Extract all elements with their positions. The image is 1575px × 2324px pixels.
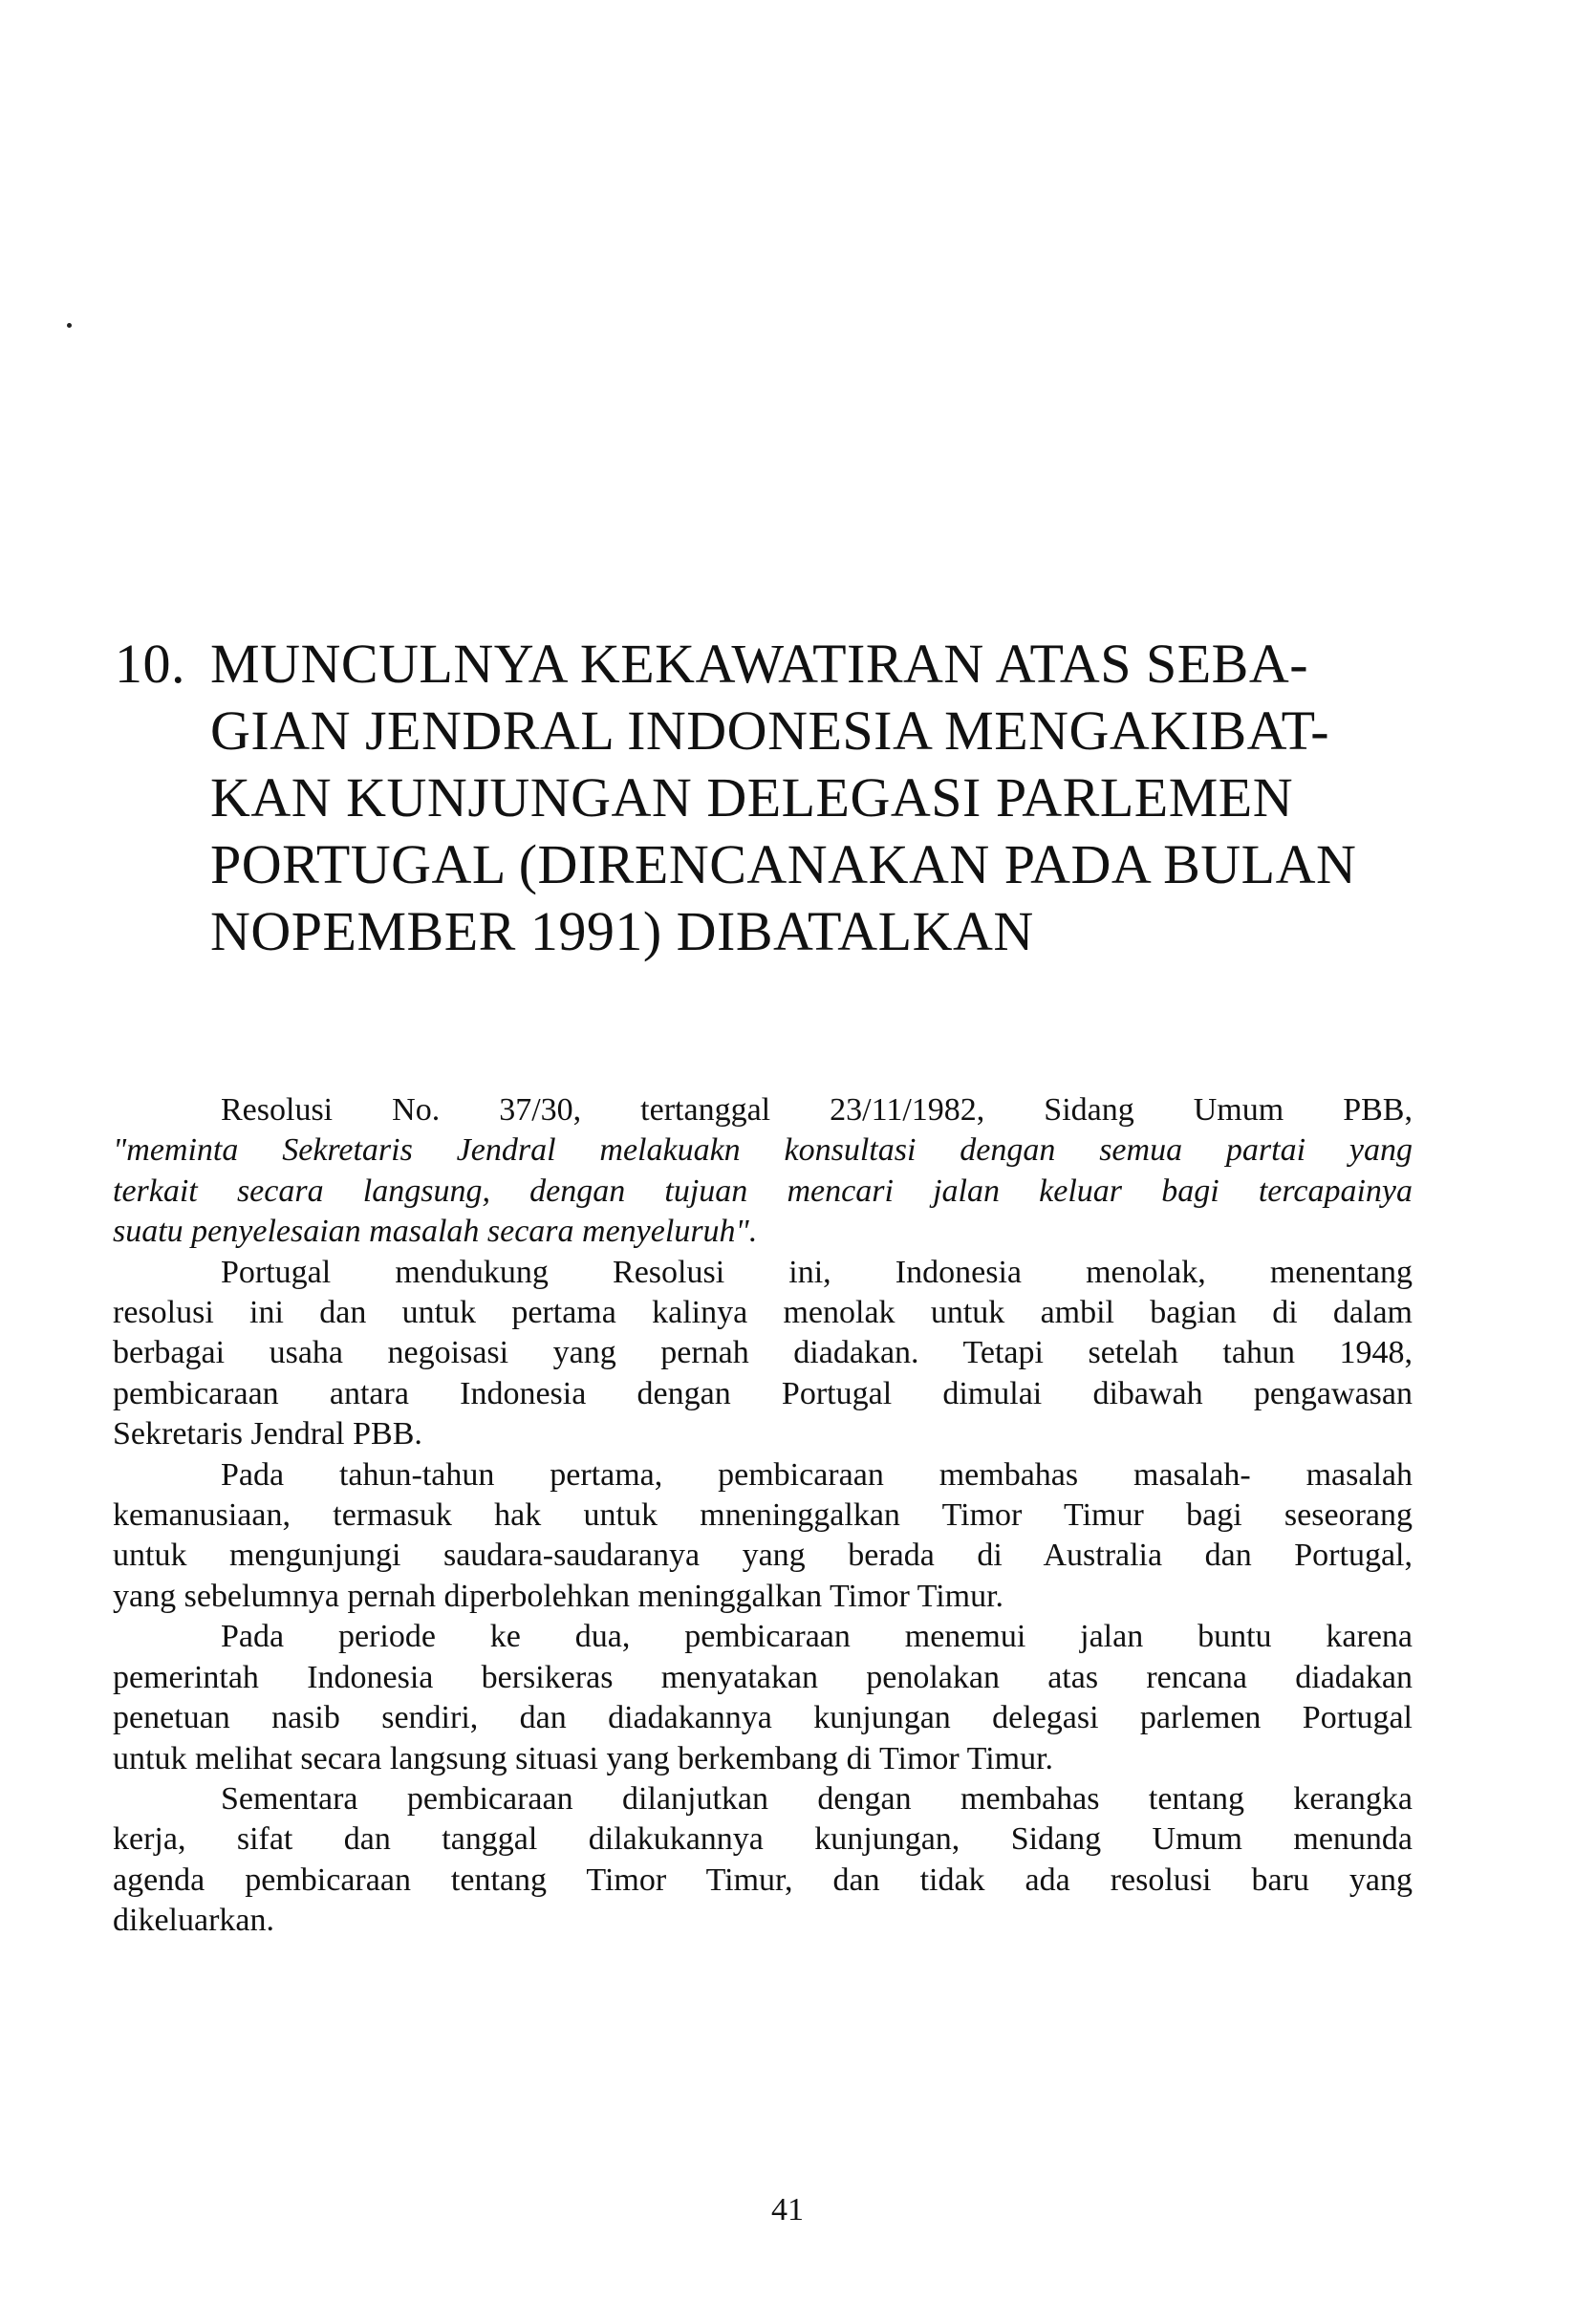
text-line: Portugal mendukung Resolusi ini, Indonesia menolak, menentang: [221, 1254, 1413, 1290]
chapter-heading: [115, 631, 1414, 965]
paragraph: [113, 1455, 1413, 1618]
text-line: agenda pembicaraan tentang Timor Timur, dan tidak ada resolusi baru yang: [113, 1861, 1413, 1898]
text-line: untuk melihat secara langsung situasi yang berkembang di Timor Timur.: [113, 1740, 1054, 1776]
text-line: terkait secara langsung, dengan tujuan mencari jalan keluar bagi tercapainya: [113, 1173, 1413, 1209]
chapter-number: 10.: [115, 633, 185, 695]
chapter-title: [210, 631, 1414, 965]
paragraph: [113, 1090, 1413, 1253]
chapter-title-line: NOPEMBER 1991) DIBATALKAN: [210, 900, 1034, 962]
paragraph: [113, 1253, 1413, 1455]
text-line: kerja, sifat dan tanggal dilakukannya kunjungan, Sidang Umum menunda: [113, 1821, 1413, 1858]
chapter-title-line: KAN KUNJUNGAN DELEGASI PARLEMEN: [210, 766, 1294, 828]
text-line: yang sebelumnya pernah diperbolehkan meninggalkan Timor Timur.: [113, 1578, 1004, 1614]
text-line: pemerintah Indonesia bersikeras menyatakan penolakan atas rencana diadakan: [113, 1659, 1413, 1695]
paragraph: [113, 1779, 1413, 1942]
chapter-title-line: MUNCULNYA KEKAWATIRAN ATAS SEBA-: [210, 633, 1309, 695]
text-line: Sekretaris Jendral PBB.: [113, 1416, 422, 1452]
chapter-title-line: GIAN JENDRAL INDONESIA MENGAKIBAT-: [210, 699, 1330, 762]
text-line: penetuan nasib sendiri, dan diadakannya kunjungan delegasi parlemen Portugal: [113, 1700, 1413, 1736]
text-line: Sementara pembicaraan dilanjutkan dengan membahas tentang kerangka: [221, 1780, 1413, 1817]
text-line: Pada periode ke dua, pembicaraan menemui jalan buntu karena: [221, 1619, 1413, 1655]
text-line: resolusi ini dan untuk pertama kalinya menolak untuk ambil bagian di dalam: [113, 1295, 1413, 1331]
text-line: pembicaraan antara Indonesia dengan Portugal dimulai dibawah pengawasan: [113, 1375, 1413, 1411]
text-line: kemanusiaan, termasuk hak untuk mneninggalkan Timor Timur bagi seseorang: [113, 1497, 1413, 1534]
text-line: untuk mengunjungi saudara-saudaranya yang berada di Australia dan Portugal,: [113, 1538, 1413, 1574]
text-line: suatu penyelesaian masalah secara menyeluruh".: [113, 1214, 758, 1250]
text-line: "meminta Sekretaris Jendral melakuakn konsultasi dengan semua partai yang: [113, 1132, 1413, 1169]
text-line: dikeluarkan.: [113, 1903, 274, 1939]
scan-speck: [67, 323, 72, 328]
body-text: [113, 1090, 1413, 1942]
text-line: Pada tahun-tahun pertama, pembicaraan membahas masalah- masalah: [221, 1456, 1413, 1493]
paragraph: [113, 1617, 1413, 1779]
chapter-title-line: PORTUGAL (DIRENCANAKAN PADA BULAN: [210, 833, 1357, 895]
text-line: Resolusi No. 37/30, tertanggal 23/11/1982, Sidang Umum PBB,: [221, 1092, 1413, 1128]
page-number: 41: [771, 2192, 804, 2227]
text-line: berbagai usaha negoisasi yang pernah diadakan. Tetapi setelah tahun 1948,: [113, 1335, 1413, 1371]
